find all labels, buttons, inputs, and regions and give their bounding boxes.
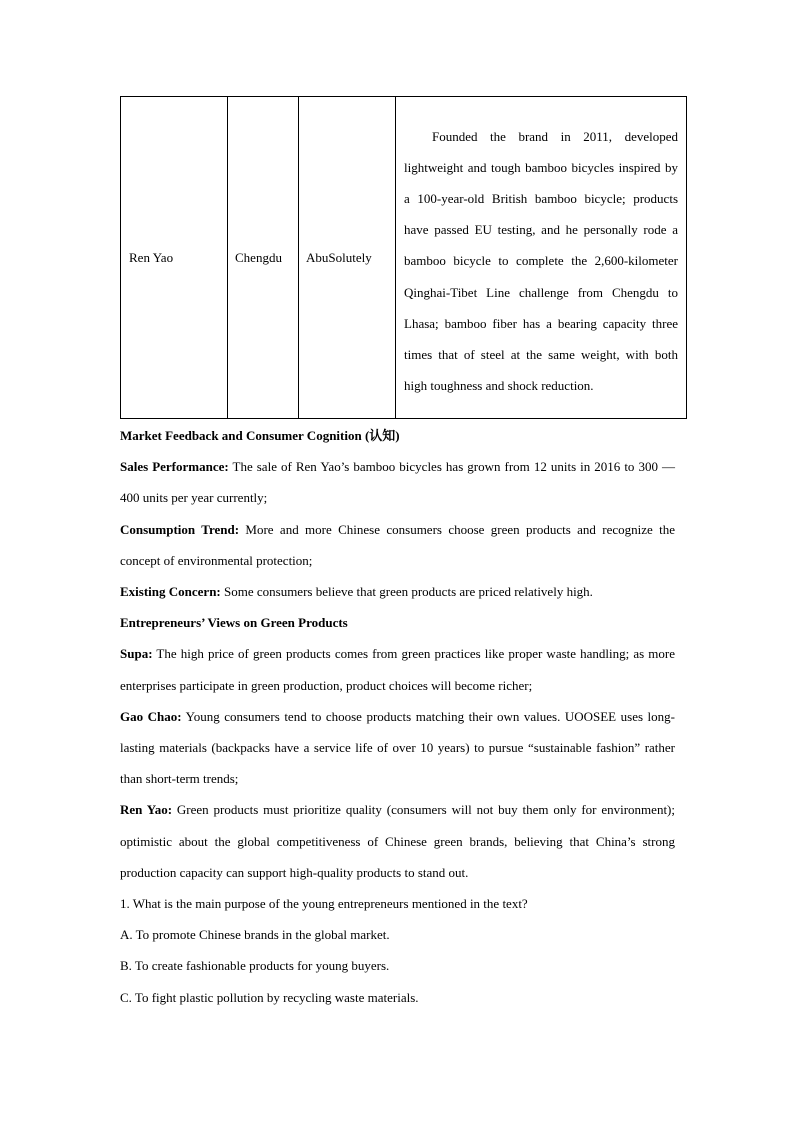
gao-text: Young consumers tend to choose products matching their own values. UOOSEE uses long-lasting materials (backpacks have a service life of over 10 years) to pursue “sustainable fashion” rather than short-term trends; <box>120 708 675 787</box>
sales-paragraph <box>120 451 675 513</box>
option-b: B. To create fashionable products for young buyers. <box>120 958 390 974</box>
question-stem: 1. What is the main purpose of the young entrepreneurs mentioned in the text? <box>120 896 528 912</box>
brand-cell <box>299 97 396 419</box>
market-heading: Market Feedback and Consumer Cognition (认知) <box>120 428 400 443</box>
name-cell <box>121 97 228 419</box>
supa-paragraph <box>120 638 675 700</box>
ren-text: Green products must prioritize quality (consumers will not buy them only for environment); optimistic about the global competitiveness of Chinese green brands, believing that China’s strong production capacity can support high-quality products to stand out. <box>120 802 675 880</box>
supa-label: Supa: <box>120 646 153 662</box>
concern-text: Some consumers believe that green products are priced relatively high. <box>220 584 593 600</box>
entrepreneur-table <box>120 96 687 419</box>
option-a: A. To promote Chinese brands in the global market. <box>120 927 390 943</box>
entrepreneur-city: Chengdu <box>235 249 282 265</box>
entrepreneur-brand: AbuSolutely <box>306 249 372 265</box>
trend-paragraph <box>120 514 675 576</box>
option-c: C. To fight plastic pollution by recycling waste materials. <box>120 989 419 1005</box>
description-cell <box>396 97 687 419</box>
ren-label: Ren Yao: <box>120 802 173 818</box>
entrepreneur-description: Founded the brand in 2011, developed lightweight and tough bamboo bicycles inspired by a 100-year-old British bamboo bicycle; products have passed EU testing, and he personally rode a bamboo bicycle to complete the 2,600-kilometer Qinghai-Tibet Line challenge from Chengdu to Lhasa; bamboo fiber has a bearing capacity three times that of steel at the same weight, with both high toughness and shock reduction. <box>404 128 678 394</box>
article-body <box>120 420 675 1013</box>
gao-paragraph <box>120 701 675 795</box>
concern-paragraph <box>120 576 675 607</box>
concern-label: Existing Concern: <box>120 584 221 600</box>
trend-text: More and more Chinese consumers choose green products and recognize the concept of environmental protection; <box>120 521 676 568</box>
table-row <box>121 97 687 419</box>
ren-paragraph <box>120 794 675 888</box>
gao-label: Gao Chao: <box>120 708 182 724</box>
city-cell <box>228 97 299 419</box>
sales-label: Sales Performance: <box>120 459 229 475</box>
supa-text: The high price of green products comes from green practices like proper waste handling; as more enterprises participate in green production, product choices will become richer; <box>120 646 675 693</box>
trend-label: Consumption Trend: <box>120 521 240 537</box>
views-heading: Entrepreneurs’ Views on Green Products <box>120 615 348 631</box>
entrepreneur-name: Ren Yao <box>129 249 174 265</box>
sales-text: The sale of Ren Yao’s bamboo bicycles has grown from 12 units in 2016 to 300 — 400 units per year currently; <box>120 459 675 506</box>
